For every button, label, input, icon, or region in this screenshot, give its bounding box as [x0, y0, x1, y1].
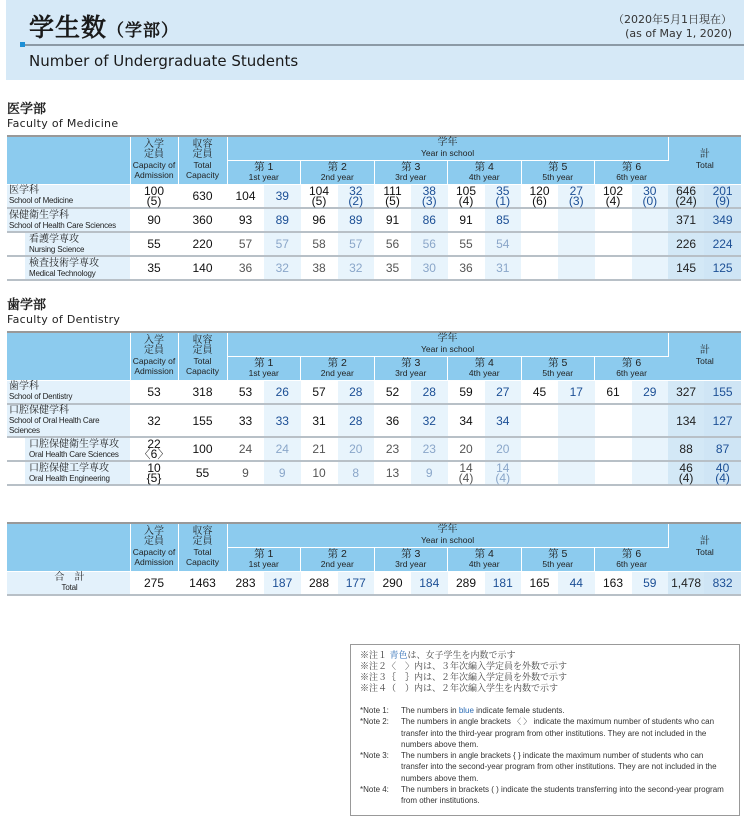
year-5-female-cell: 44 — [558, 571, 595, 595]
year-3-total-cell: 35 — [374, 256, 411, 280]
year-1-female-cell: 187 — [264, 571, 301, 595]
header-year-5: 第 5 5th year — [521, 547, 595, 571]
year-4-female-cell: 14 (4) — [485, 461, 522, 485]
year-4-female-cell: 54 — [485, 232, 522, 256]
total-female-cell: 832 — [704, 571, 741, 595]
header-capacity: 入学 定員 Capacity of Admission — [130, 523, 178, 571]
year-5-female-cell — [558, 404, 595, 437]
year-1-total-cell: 57 — [227, 232, 264, 256]
total-cell: 226 — [668, 232, 704, 256]
year-3-female-cell: 28 — [411, 380, 448, 404]
header-year-in-school: 学年 Year in school — [227, 523, 668, 547]
row-label: 検査技術学専攻 Medical Technology — [7, 256, 130, 280]
capacity-cell: 10 {5} — [130, 461, 178, 485]
section-heading-dentistry: 歯学部 Faculty of Dentistry — [7, 298, 121, 326]
year-5-total-cell — [521, 256, 558, 280]
total-cell: 88 — [668, 437, 704, 461]
year-4-female-cell: 34 — [485, 404, 522, 437]
year-5-female-cell — [558, 208, 595, 232]
capacity-cell: 32 — [130, 404, 178, 437]
header-blank — [7, 136, 130, 184]
year-6-total-cell — [595, 437, 632, 461]
row-label: 口腔保健工学専攻 Oral Health Engineering — [7, 461, 130, 485]
year-4-female-cell: 85 — [485, 208, 522, 232]
total-female-cell: 224 — [704, 232, 741, 256]
year-2-female-cell: 20 — [338, 437, 375, 461]
grand-total-table — [7, 522, 741, 596]
year-3-total-cell: 111 (5) — [374, 184, 411, 208]
capacity-cell: 55 — [130, 232, 178, 256]
year-2-total-cell: 38 — [301, 256, 338, 280]
total-cell: 327 — [668, 380, 704, 404]
total-capacity-cell: 100 — [178, 437, 227, 461]
table-row — [7, 184, 741, 208]
table-row — [7, 437, 741, 461]
year-1-total-cell: 104 — [227, 184, 264, 208]
header-year-in-school: 学年 Year in school — [227, 332, 668, 356]
total-female-cell: 201 (9) — [704, 184, 741, 208]
year-4-female-cell: 181 — [485, 571, 522, 595]
year-2-total-cell: 58 — [301, 232, 338, 256]
header-total: 計 Total — [668, 523, 741, 571]
capacity-cell: 53 — [130, 380, 178, 404]
note-en: *Note 4: The numbers in brackets ( ) indicate the students transferring into the second-year program from other institutions. — [360, 785, 724, 806]
year-4-total-cell: 55 — [448, 232, 485, 256]
year-6-total-cell — [595, 256, 632, 280]
header-total-capacity: 収容 定員 Total Capacity — [178, 523, 227, 571]
year-1-female-cell: 32 — [264, 256, 301, 280]
year-1-female-cell: 9 — [264, 461, 301, 485]
year-3-female-cell: 184 — [411, 571, 448, 595]
year-4-female-cell: 20 — [485, 437, 522, 461]
header-capacity: 入学 定員 Capacity of Admission — [130, 136, 178, 184]
year-4-total-cell: 91 — [448, 208, 485, 232]
capacity-cell: 275 — [130, 571, 178, 595]
total-capacity-cell: 220 — [178, 232, 227, 256]
year-2-total-cell: 288 — [301, 571, 338, 595]
header-total-capacity: 収容 定員 Total Capacity — [178, 136, 227, 184]
table-row — [7, 461, 741, 485]
note-jp: ※注４（ ）内は、２年次編入学生を内数で示す — [360, 683, 559, 693]
year-5-female-cell: 17 — [558, 380, 595, 404]
year-1-female-cell: 89 — [264, 208, 301, 232]
total-capacity-cell: 360 — [178, 208, 227, 232]
year-3-total-cell: 36 — [374, 404, 411, 437]
year-1-total-cell: 24 — [227, 437, 264, 461]
header-capacity: 入学 定員 Capacity of Admission — [130, 332, 178, 380]
year-1-total-cell: 283 — [227, 571, 264, 595]
year-6-female-cell: 59 — [632, 571, 669, 595]
year-3-female-cell: 9 — [411, 461, 448, 485]
year-5-total-cell — [521, 404, 558, 437]
year-1-total-cell: 93 — [227, 208, 264, 232]
year-2-total-cell: 104 (5) — [301, 184, 338, 208]
year-6-female-cell — [632, 208, 669, 232]
row-label: 口腔保健学科 School of Oral Health Care Sciences — [7, 404, 130, 437]
bullet-marker-icon — [20, 42, 25, 47]
year-5-total-cell — [521, 437, 558, 461]
header-year-4: 第 4 4th year — [448, 160, 522, 184]
page-title: 学生数（学部） — [29, 13, 180, 42]
total-cell: 646 (24) — [668, 184, 704, 208]
total-cell: 371 — [668, 208, 704, 232]
header-year-6: 第 6 6th year — [595, 547, 669, 571]
table-row — [7, 404, 741, 437]
year-2-total-cell: 96 — [301, 208, 338, 232]
year-5-female-cell: 27 (3) — [558, 184, 595, 208]
header-year-2: 第 2 2nd year — [301, 356, 375, 380]
page-header — [6, 0, 744, 80]
year-1-female-cell: 39 — [264, 184, 301, 208]
year-4-total-cell: 34 — [448, 404, 485, 437]
header-year-in-school: 学年 Year in school — [227, 136, 668, 160]
year-6-total-cell — [595, 208, 632, 232]
year-3-total-cell: 290 — [374, 571, 411, 595]
year-5-female-cell — [558, 437, 595, 461]
header-year-6: 第 6 6th year — [595, 160, 669, 184]
year-3-female-cell: 23 — [411, 437, 448, 461]
year-6-total-cell — [595, 232, 632, 256]
year-5-total-cell — [521, 461, 558, 485]
year-2-total-cell: 57 — [301, 380, 338, 404]
header-total: 計 Total — [668, 332, 741, 380]
year-3-female-cell: 56 — [411, 232, 448, 256]
total-female-cell: 127 — [704, 404, 741, 437]
total-cell: 46 (4) — [668, 461, 704, 485]
year-1-female-cell: 24 — [264, 437, 301, 461]
year-3-total-cell: 91 — [374, 208, 411, 232]
header-year-4: 第 4 4th year — [448, 547, 522, 571]
year-6-female-cell — [632, 404, 669, 437]
year-4-total-cell: 105 (4) — [448, 184, 485, 208]
year-6-total-cell — [595, 461, 632, 485]
year-3-total-cell: 13 — [374, 461, 411, 485]
year-2-total-cell: 31 — [301, 404, 338, 437]
year-6-total-cell: 61 — [595, 380, 632, 404]
capacity-cell: 35 — [130, 256, 178, 280]
year-5-female-cell — [558, 232, 595, 256]
header-year-6: 第 6 6th year — [595, 356, 669, 380]
total-capacity-cell: 55 — [178, 461, 227, 485]
header-year-2: 第 2 2nd year — [301, 160, 375, 184]
year-1-total-cell: 33 — [227, 404, 264, 437]
total-female-cell: 125 — [704, 256, 741, 280]
table-row — [7, 380, 741, 404]
total-female-cell: 87 — [704, 437, 741, 461]
year-3-female-cell: 86 — [411, 208, 448, 232]
year-5-total-cell — [521, 208, 558, 232]
year-4-female-cell: 27 — [485, 380, 522, 404]
capacity-cell: 90 — [130, 208, 178, 232]
year-5-total-cell — [521, 232, 558, 256]
year-2-total-cell: 10 — [301, 461, 338, 485]
total-female-cell: 40 (4) — [704, 461, 741, 485]
year-3-total-cell: 52 — [374, 380, 411, 404]
row-label: 歯学科 School of Dentistry — [7, 380, 130, 404]
header-year-1: 第 1 1st year — [227, 547, 301, 571]
header-year-2: 第 2 2nd year — [301, 547, 375, 571]
header-year-3: 第 3 3rd year — [374, 160, 448, 184]
row-label: 看護学専攻 Nursing Science — [7, 232, 130, 256]
year-4-total-cell: 36 — [448, 256, 485, 280]
grand-total-row — [7, 571, 741, 595]
capacity-cell: 100 (5) — [130, 184, 178, 208]
year-6-female-cell: 29 — [632, 380, 669, 404]
year-6-female-cell — [632, 437, 669, 461]
table-row — [7, 232, 741, 256]
note-en: *Note 2: The numbers in angle brackets 〈 〉 indicate the maximum number of students who can transfer into the third-year program from other institutions. They are not included in the numbers above them. — [360, 717, 715, 749]
year-2-female-cell: 28 — [338, 380, 375, 404]
total-capacity-cell: 630 — [178, 184, 227, 208]
year-6-female-cell — [632, 461, 669, 485]
total-capacity-cell: 155 — [178, 404, 227, 437]
header-year-5: 第 5 5th year — [521, 160, 595, 184]
year-6-total-cell: 163 — [595, 571, 632, 595]
header-total: 計 Total — [668, 136, 741, 184]
year-5-total-cell: 165 — [521, 571, 558, 595]
header-year-1: 第 1 1st year — [227, 356, 301, 380]
header-year-4: 第 4 4th year — [448, 356, 522, 380]
table-row — [7, 208, 741, 232]
total-female-cell: 155 — [704, 380, 741, 404]
year-4-female-cell: 35 (1) — [485, 184, 522, 208]
total-capacity-cell: 140 — [178, 256, 227, 280]
year-6-female-cell: 30 (0) — [632, 184, 669, 208]
header-year-5: 第 5 5th year — [521, 356, 595, 380]
note-jp: ※注２〈 〉内は、３年次編入学定員を外数で示す — [360, 661, 568, 671]
header-blank — [7, 523, 130, 571]
year-3-total-cell: 56 — [374, 232, 411, 256]
year-2-female-cell: 28 — [338, 404, 375, 437]
notes-box — [350, 644, 740, 816]
year-5-total-cell: 120 (6) — [521, 184, 558, 208]
header-divider — [21, 44, 744, 46]
year-1-total-cell: 36 — [227, 256, 264, 280]
total-female-cell: 349 — [704, 208, 741, 232]
note-jp: ※注３｛ ｝内は、２年次編入学定員を外数で示す — [360, 672, 568, 682]
note-en: *Note 3: The numbers in angle brackets { } indicate the maximum number of students who can transfer into the second-year program from other institutions. They are not included in the numbers above them. — [360, 751, 717, 783]
page-subtitle: Number of Undergraduate Students — [29, 52, 299, 70]
section-heading-medicine: 医学部 Faculty of Medicine — [7, 102, 119, 130]
capacity-cell: 22 〈6〉 — [130, 437, 178, 461]
year-4-female-cell: 31 — [485, 256, 522, 280]
row-label: 医学科 School of Medicine — [7, 184, 130, 208]
row-label: 合 計 Total — [7, 571, 130, 595]
year-2-female-cell: 8 — [338, 461, 375, 485]
row-label: 保健衛生学科 School of Health Care Sciences — [7, 208, 130, 232]
year-3-female-cell: 38 (3) — [411, 184, 448, 208]
year-3-female-cell: 30 — [411, 256, 448, 280]
year-1-total-cell: 9 — [227, 461, 264, 485]
note-en: *Note 1: The numbers in blue indicate female students. — [360, 706, 565, 715]
year-4-total-cell: 20 — [448, 437, 485, 461]
year-3-female-cell: 32 — [411, 404, 448, 437]
year-4-total-cell: 14 (4) — [448, 461, 485, 485]
header-year-1: 第 1 1st year — [227, 160, 301, 184]
header-year-3: 第 3 3rd year — [374, 356, 448, 380]
year-1-female-cell: 57 — [264, 232, 301, 256]
year-6-total-cell: 102 (4) — [595, 184, 632, 208]
year-2-female-cell: 32 (2) — [338, 184, 375, 208]
year-4-total-cell: 289 — [448, 571, 485, 595]
year-1-female-cell: 26 — [264, 380, 301, 404]
year-6-total-cell — [595, 404, 632, 437]
total-cell: 134 — [668, 404, 704, 437]
header-total-capacity: 収容 定員 Total Capacity — [178, 332, 227, 380]
total-cell: 1,478 — [668, 571, 704, 595]
total-capacity-cell: 318 — [178, 380, 227, 404]
total-cell: 145 — [668, 256, 704, 280]
table-row — [7, 256, 741, 280]
year-5-total-cell: 45 — [521, 380, 558, 404]
year-2-female-cell: 32 — [338, 256, 375, 280]
year-3-total-cell: 23 — [374, 437, 411, 461]
total-capacity-cell: 1463 — [178, 571, 227, 595]
year-1-female-cell: 33 — [264, 404, 301, 437]
header-year-3: 第 3 3rd year — [374, 547, 448, 571]
header-blank — [7, 332, 130, 380]
year-5-female-cell — [558, 256, 595, 280]
as-of-date: （2020年5月1日現在） (as of May 1, 2020) — [613, 13, 732, 40]
year-2-female-cell: 89 — [338, 208, 375, 232]
year-6-female-cell — [632, 232, 669, 256]
year-2-female-cell: 57 — [338, 232, 375, 256]
year-6-female-cell — [632, 256, 669, 280]
row-label: 口腔保健衛生学専攻 Oral Health Care Sciences — [7, 437, 130, 461]
year-1-total-cell: 53 — [227, 380, 264, 404]
year-4-total-cell: 59 — [448, 380, 485, 404]
dentistry-table — [7, 331, 741, 486]
note-jp: ※注１ 青色は、女子学生を内数で示す — [360, 650, 516, 660]
year-5-female-cell — [558, 461, 595, 485]
medicine-table — [7, 135, 741, 281]
year-2-female-cell: 177 — [338, 571, 375, 595]
year-2-total-cell: 21 — [301, 437, 338, 461]
